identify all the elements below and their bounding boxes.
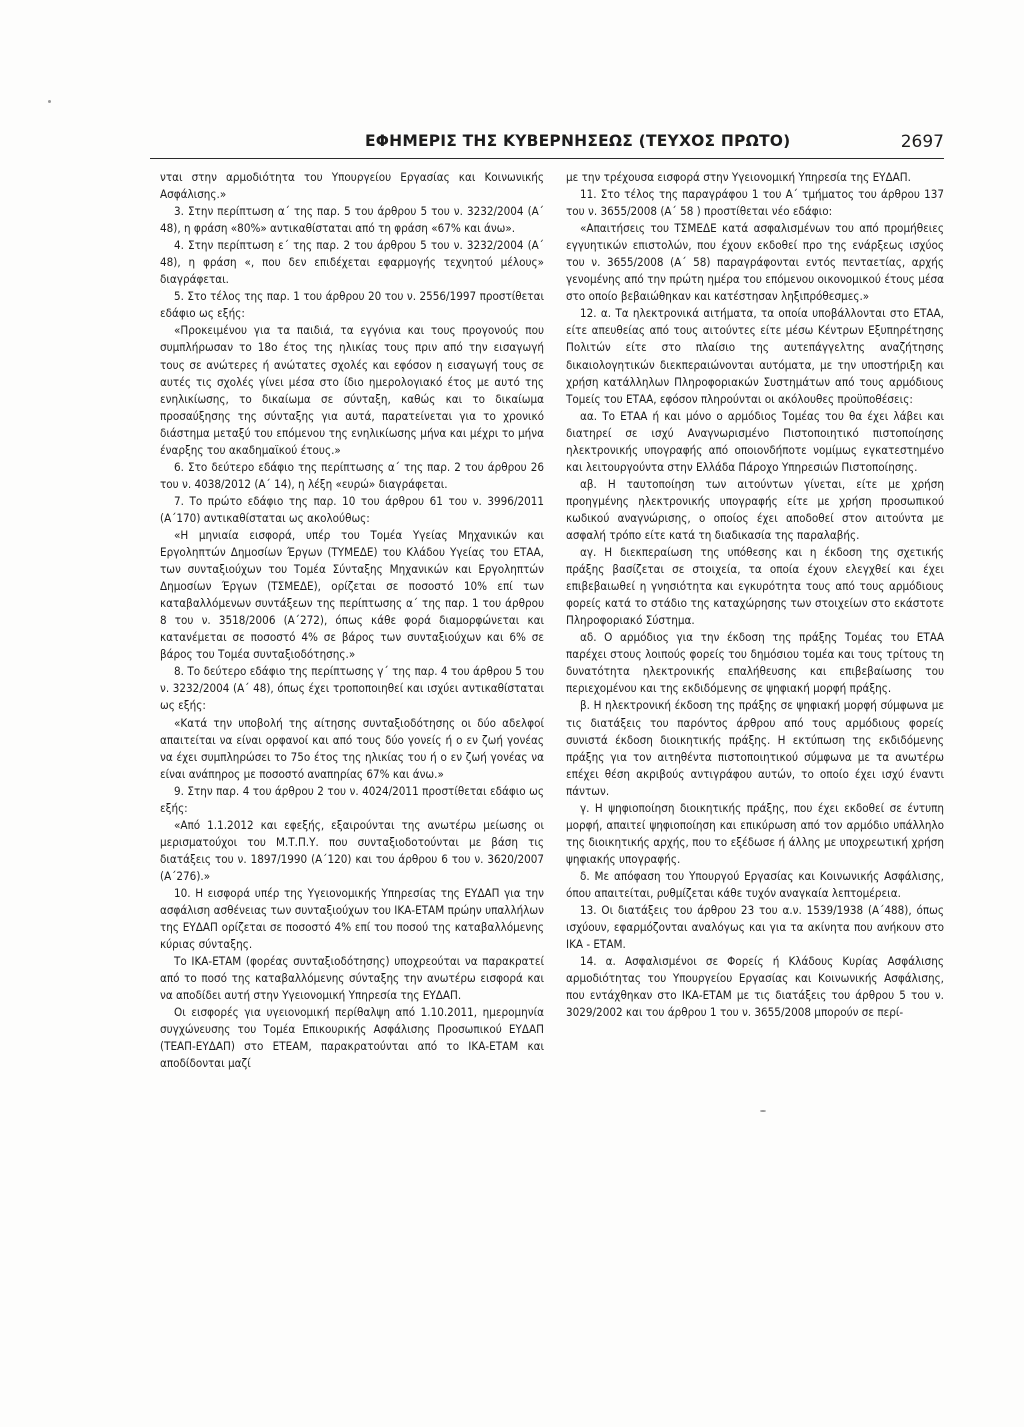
paragraph: 10. Η εισφορά υπέρ της Υγειονομικής Υπηρεσίας της ΕΥΔΑΠ για την ασφάλιση ασθένειας των συνταξιούχων του ΙΚΑ-ΕΤΑΜ πρώην υπαλλήλων της ΕΥΔΑΠ ορίζεται σε ποσοστό 4% επί του ποσού της καταβαλλόμενης κύριας σύνταξης. bbox=[160, 885, 544, 952]
paragraph: Οι εισφορές για υγειονομική περίθαλψη από 1.10.2011, ημερομηνία συγχώνευσης του Τομέα Επικουρικής Ασφάλισης Προσωπικού ΕΥΔΑΠ (ΤΕΑΠ-ΕΥΔΑΠ) στο ΕΤΕΑΜ, παρακρατούνται από το ΙΚΑ-ΕΤΑΜ και αποδίδονται μαζί bbox=[160, 1005, 544, 1071]
paragraph: «Κατά την υποβολή της αίτησης συνταξιοδότησης οι δύο αδελφοί απαιτείται να είναι ορφανοί και από τους δύο γονείς ή ο εν ζωή γονέας να έχει συμπληρώσει το 75ο έτος της ηλικίας του ή ο εν ζωή γονέας να είναι ανάπηρος με ποσοστό αναπηρίας 67% και άνω.» bbox=[160, 715, 544, 781]
left-column bbox=[160, 169, 544, 1072]
paragraph: 6. Στο δεύτερο εδάφιο της περίπτωσης α΄ της παρ. 2 του άρθρου 26 του ν. 4038/2012 (Α΄ 14), η λέξη «ευρώ» διαγράφεται. bbox=[160, 459, 544, 491]
page-header bbox=[150, 132, 944, 159]
paragraph: 14. α. Ασφαλισμένοι σε Φορείς ή Κλάδους Κυρίας Ασφάλισης αρμοδιότητας του Υπουργείου Εργασίας και Κοινωνικής Ασφάλισης, που εντάχθηκαν στο ΙΚΑ-ΕΤΑΜ με τις διατάξεις του άρθρου 5 του ν. 3029/2002 και του άρθρου 1 του ν. 3655/2008 μπορούν σε περί- bbox=[566, 954, 944, 1020]
paragraph: αδ. Ο αρμόδιος για την έκδοση της πράξης Τομέας του ΕΤΑΑ παρέχει στους λοιπούς φορείς του δημόσιου τομέα και τους τρίτους τη δυνατότητα ηλεκτρονικής επαλήθευσης και επιβεβαίωσης του περιεχομένου και της εκδιδόμενης σε ψηφιακή μορφή πράξης. bbox=[566, 630, 944, 696]
paragraph: 3. Στην περίπτωση α΄ της παρ. 5 του άρθρου 5 του ν. 3232/2004 (Α΄ 48), η φράση «80%» αντικαθίσταται από τη φράση «67% και άνω». bbox=[160, 204, 544, 236]
paragraph: αα. Το ΕΤΑΑ ή και μόνο ο αρμόδιος Τομέας του θα έχει λάβει και διατηρεί σε ισχύ Αναγνωρισμένο Πιστοποιητικό πιστοποίησης ηλεκτρονικής υπογραφής από οποιονδήποτε νομίμως εγκατεστημένο και λειτουργούντα στην Ελλάδα Πάροχο Υπηρεσιών Πιστοποίησης. bbox=[566, 408, 944, 474]
paragraph: νται στην αρμοδιότητα του Υπουργείου Εργασίας και Κοινωνικής Ασφάλισης.» bbox=[160, 170, 544, 202]
paragraph: δ. Με απόφαση του Υπουργού Εργασίας και Κοινωνικής Ασφάλισης, όπου απαιτείται, ρυθμίζεται κάθε τυχόν αναγκαία λεπτομέρεια. bbox=[566, 868, 944, 900]
paragraph: 9. Στην παρ. 4 του άρθρου 2 του ν. 4024/2011 προστίθεται εδάφιο ως εξής: bbox=[160, 783, 544, 815]
paragraph: 5. Στο τέλος της παρ. 1 του άρθρου 20 του ν. 2556/1997 προστίθεται εδάφιο ως εξής: bbox=[160, 289, 544, 321]
scan-speck bbox=[48, 100, 51, 103]
paragraph: 4. Στην περίπτωση ε΄ της παρ. 2 του άρθρου 5 του ν. 3232/2004 (Α΄ 48), η φράση «, που δεν επιδέχεται εφαρμογής τεχνητού μέλους» διαγράφεται. bbox=[160, 238, 544, 287]
scan-speck bbox=[760, 1110, 766, 1112]
paragraph: 13. Οι διατάξεις του άρθρου 23 του α.ν. 1539/1938 (Α΄488), όπως ισχύουν, εφαρμόζονται αναλόγως και για τα ακίνητα που ανήκουν στο ΙΚΑ - ΕΤΑΜ. bbox=[566, 903, 944, 952]
paragraph: γ. Η ψηφιοποίηση διοικητικής πράξης, που έχει εκδοθεί σε έντυπη μορφή, απαιτεί ψηφιοποίηση και επικύρωση από τον αρμόδιο υπάλληλο της διοικητικής αρχής, που το εξέδωσε ή άλλης με υποχρεωτική χρήση ψηφιακής υπογραφής. bbox=[566, 800, 944, 866]
right-column bbox=[566, 169, 944, 1021]
paragraph: 7. Το πρώτο εδάφιο της παρ. 10 του άρθρου 61 του ν. 3996/2011 (Α΄170) αντικαθίσταται ως ακολούθως: bbox=[160, 493, 544, 525]
paragraph: «Απαιτήσεις του ΤΣΜΕΔΕ κατά ασφαλισμένων του από προμήθειες εγγυητικών επιστολών, που έχουν εκδοθεί προ της ενάρξεως ισχύος του ν. 3655/2008 (Α΄ 58) παραγράφονται εντός πενταετίας, αρχής γενομένης από την πρώτη ημέρα του επόμενου οικονομικού έτους μέσα στο οποίο βεβαιώθηκαν και κατέστησαν ληξιπρόθεσμες.» bbox=[566, 221, 944, 304]
paragraph: αβ. Η ταυτοποίηση των αιτούντων γίνεται, είτε με χρήση προηγμένης ηλεκτρονικής υπογραφής είτε με χρήση προσωπικού κωδικού αναγνώρισης, ο οποίος έχει αποδοθεί στον αιτούντα με ασφαλή τρόπο είτε κατά τη διαδικασία της παραλαβής. bbox=[566, 476, 944, 542]
gazette-title: ΕΦΗΜΕΡΙΣ ΤΗΣ ΚΥΒΕΡΝΗΣΕΩΣ (ΤΕΥΧΟΣ ΠΡΩΤΟ) bbox=[365, 132, 791, 150]
paragraph: «Η μηνιαία εισφορά, υπέρ του Τομέα Υγείας Μηχανικών και Εργοληπτών Δημοσίων Έργων (ΤΥΜΕΔΕ) του Κλάδου Υγείας του ΕΤΑΑ, των συνταξιούχων του Τομέα Σύνταξης Μηχανικών και Εργοληπτών Δημοσίων Έργων (ΤΣΜΕΔΕ), ορίζεται σε ποσοστό 10% επί των καταβαλλόμενων συντάξεων της περίπτωσης α΄ της παρ. 1 του άρθρου 8 του ν. 3518/2006 (Α΄272), όπως κάθε φορά διαμορφώνεται και κατανέμεται σε ποσοστό 4% σε βάρος των συνταξιούχων και 6% σε βάρος του Τομέα συνταξιοδότησης.» bbox=[160, 527, 544, 662]
paragraph: «Από 1.1.2012 και εφεξής, εξαιρούνται της ανωτέρω μείωσης οι μερισματούχοι του Μ.Τ.Π.Υ. που συνταξιοδοτούνται με βάση τις διατάξεις του ν. 1897/1990 (Α΄120) και του άρθρου 6 του ν. 3620/2007 (Α΄276).» bbox=[160, 817, 544, 883]
paragraph: β. Η ηλεκτρονική έκδοση της πράξης σε ψηφιακή μορφή σύμφωνα με τις διατάξεις του παρόντος άρθρου από τους αρμόδιους φορείς συνιστά έκδοση διοικητικής πράξης. Η εκτύπωση της εκδιδόμενης πράξης για τον αιτηθέντα πιστοποιητικού σύμφωνα με τα ανωτέρω επέχει θέση ακριβούς αντιγράφου αυτών, το οποίο έχει ισχύ έναντι πάντων. bbox=[566, 698, 944, 798]
paragraph: 11. Στο τέλος της παραγράφου 1 του Α΄ τμήματος του άρθρου 137 του ν. 3655/2008 (Α΄ 58 ) προστίθεται νέο εδάφιο: bbox=[566, 187, 944, 219]
paragraph: 8. Το δεύτερο εδάφιο της περίπτωσης γ΄ της παρ. 4 του άρθρου 5 του ν. 3232/2004 (Α΄ 48), όπως έχει τροποποιηθεί και ισχύει αντικαθίσταται ως εξής: bbox=[160, 664, 544, 713]
paragraph: αγ. Η διεκπεραίωση της υπόθεσης και η έκδοση της σχετικής πράξης βασίζεται σε στοιχεία, τα οποία έχουν ελεγχθεί και έχει επιβεβαιωθεί η γνησιότητα και εγκυρότητα τους από τους αρμόδιους φορείς κατά το στάδιο της καταχώρησης των στοιχείων στο εκάστοτε Πληροφοριακό Σύστημα. bbox=[566, 545, 944, 628]
paragraph: με την τρέχουσα εισφορά στην Υγειονομική Υπηρεσία της ΕΥΔΑΠ. bbox=[566, 170, 911, 184]
paragraph: 12. α. Τα ηλεκτρονικά αιτήματα, τα οποία υποβάλλονται στο ΕΤΑΑ, είτε απευθείας από τους αιτούντες είτε μέσω Κέντρων Εξυπηρέτησης Πολιτών είτε στο πλαίσιο της αυτεπάγγελτης αναζήτησης δικαιολογητικών διεκπεραιώνονται αυτόματα, με την υποστήριξη και χρήση κατάλληλων Πληροφοριακών Συστημάτων από τους αρμόδιους Τομείς του ΕΤΑΑ, εφόσον πληρούνται οι ακόλουθες προϋποθέσεις: bbox=[566, 306, 944, 406]
page-number: 2697 bbox=[900, 132, 944, 152]
paragraph: «Προκειμένου για τα παιδιά, τα εγγόνια και τους προγονούς που συμπλήρωσαν το 18ο έτος της ηλικίας τους πριν από την εισαγωγή τους σε ανώτερες ή ανώτατες σχολές και εφόσον η εισαγωγή τους σε αυτές τις σχολές γίνει μέσα στο ίδιο ημερολογιακό έτος με αυτό της ενηλικίωσης, το δικαίωμα σε σύνταξη, καθώς και το δικαίωμα προσαύξησης της σύνταξης για αυτά, παρατείνεται για το χρονικό διάστημα μεταξύ του επόμενου της ενηλικίωσης μήνα και μέχρι το μήνα έναρξης του ακαδημαϊκού έτους.» bbox=[160, 323, 544, 457]
paragraph: Το ΙΚΑ-ΕΤΑΜ (φορέας συνταξιοδότησης) υποχρεούται να παρακρατεί από το ποσό της καταβαλλόμενης σύνταξης την ανωτέρω εισφορά και να αποδίδει αυτή στην Υγειονομική Υπηρεσία της ΕΥΔΑΠ. bbox=[160, 954, 544, 1003]
